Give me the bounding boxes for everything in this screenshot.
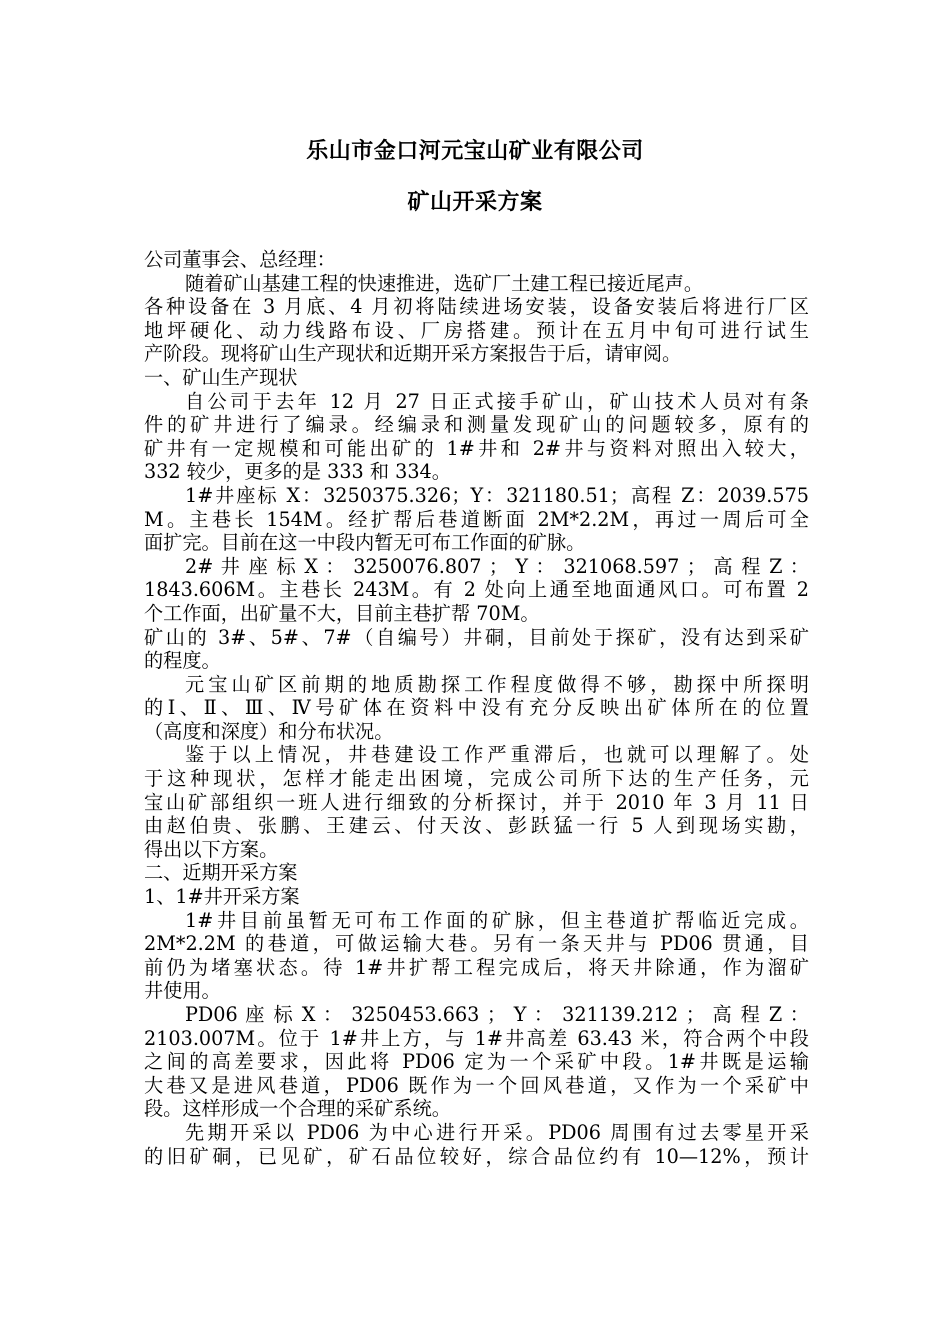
text-line: 2103.007M。位于 1#井上方，与 1#井高差 63.43 米，符合两个中段 — [144, 1026, 809, 1050]
text-line: 之间的高差要求，因此将 PD06 定为一个采矿中段。1#井既是运输 — [144, 1050, 809, 1074]
text-line: 332 较少，更多的是 333 和 334。 — [144, 460, 451, 484]
text-line: 产阶段。现将矿山生产现状和近期开采方案报告于后，请审阅。 — [144, 342, 682, 366]
text-line: 个工作面，出矿量不大，目前主巷扩帮 70M。 — [144, 601, 540, 625]
text-line: 一、矿山生产现状 — [144, 365, 298, 389]
text-line: 2M*2.2M 的巷道，可做运输大巷。另有一条天井与 PD06 贯通，目 — [144, 932, 809, 956]
text-line: 二、近期开采方案 — [144, 861, 298, 885]
text-line: 1843.606M。主巷长 243M。有 2 处向上通至地面通风口。可布置 2 — [144, 578, 809, 602]
text-line: PD06 座 标 X ： 3250453.663 ； Y ： 321139.212 ； 高 程 Z ： — [185, 1003, 809, 1026]
text-line: 井使用。 — [144, 979, 221, 1003]
text-line: 随着矿山基建工程的快速推进，选矿厂土建工程已接近尾声。 — [185, 271, 704, 295]
text-line: 先期开采以 PD06 为中心进行开采。PD06 周围有过去零星开采 — [185, 1120, 809, 1144]
text-line: 面扩完。目前在这一中段内暂无可布工作面的矿脉。 — [144, 531, 586, 555]
text-line: 矿井有一定规模和可能出矿的 1#井和 2#井与资料对照出入较大， — [144, 436, 809, 460]
text-line: 段。这样形成一个合理的采矿系统。 — [144, 1097, 451, 1121]
text-line: 得出以下方案。 — [144, 837, 279, 861]
text-line: 2# 井 座 标 X ： 3250076.807 ； Y ： 321068.597 ； 高 程 Z ： — [185, 554, 809, 578]
text-line: 于这种现状，怎样才能走出困境，完成公司所下达的生产任务，元 — [144, 767, 809, 791]
text-line: M。主巷长 154M。经扩帮后巷道断面 2M*2.2M，再过一周后可全 — [144, 507, 809, 531]
text-line: 矿山的 3#、5#、7#（自编号）井硐，目前处于探矿，没有达到采矿 — [144, 625, 809, 649]
text-line: 的Ⅰ、Ⅱ、Ⅲ、Ⅳ号矿体在资料中没有充分反映出矿体所在的位置 — [144, 696, 809, 720]
text-line: 的程度。 — [144, 649, 221, 673]
text-line: 自公司于去年 12 月 27 日正式接手矿山，矿山技术人员对有条 — [185, 389, 809, 413]
text-line: 前仍为堵塞状态。待 1#井扩帮工程完成后，将天井除通，作为溜矿 — [144, 955, 809, 979]
text-line: 元宝山矿区前期的地质勘探工作程度做得不够，勘探中所探明 — [185, 672, 809, 696]
text-line: 1#井目前虽暂无可布工作面的矿脉，但主巷道扩帮临近完成。 — [185, 908, 809, 932]
text-line: 公司董事会、总经理： — [144, 248, 336, 271]
text-line: 地坪硬化、动力线路布设、厂房搭建。预计在五月中旬可进行试生 — [144, 318, 809, 342]
text-line: 的旧矿硐，已见矿，矿石品位较好，综合品位约有 10—12%，预计 — [144, 1144, 809, 1168]
text-line: 由赵伯贵、张鹏、王建云、付天汝、彭跃猛一行 5 人到现场实勘， — [144, 814, 809, 838]
text-line: 件的矿井进行了编录。经编录和测量发现矿山的问题较多，原有的 — [144, 413, 809, 437]
document-subtitle: 矿山开采方案 — [407, 189, 543, 215]
text-line: 鉴于以上情况，井巷建设工作严重滞后，也就可以理解了。处 — [185, 743, 809, 767]
text-line: 1#井座标 X：3250375.326；Y：321180.51；高程 Z：2039.575 — [185, 483, 809, 507]
text-line: 大巷又是进风巷道，PD06 既作为一个回风巷道，又作为一个采矿中 — [144, 1073, 809, 1097]
text-line: 各种设备在 3 月底、4 月初将陆续进场安装，设备安装后将进行厂区 — [144, 295, 809, 319]
text-line: （高度和深度）和分布状况。 — [144, 719, 394, 743]
document-title: 乐山市金口河元宝山矿业有限公司 — [306, 138, 644, 164]
document-body — [144, 248, 809, 1168]
text-line: 1、1#井开采方案 — [144, 885, 300, 909]
text-line: 宝山矿部组织一班人进行细致的分析探讨，并于 2010 年 3 月 11 日 — [144, 790, 809, 814]
